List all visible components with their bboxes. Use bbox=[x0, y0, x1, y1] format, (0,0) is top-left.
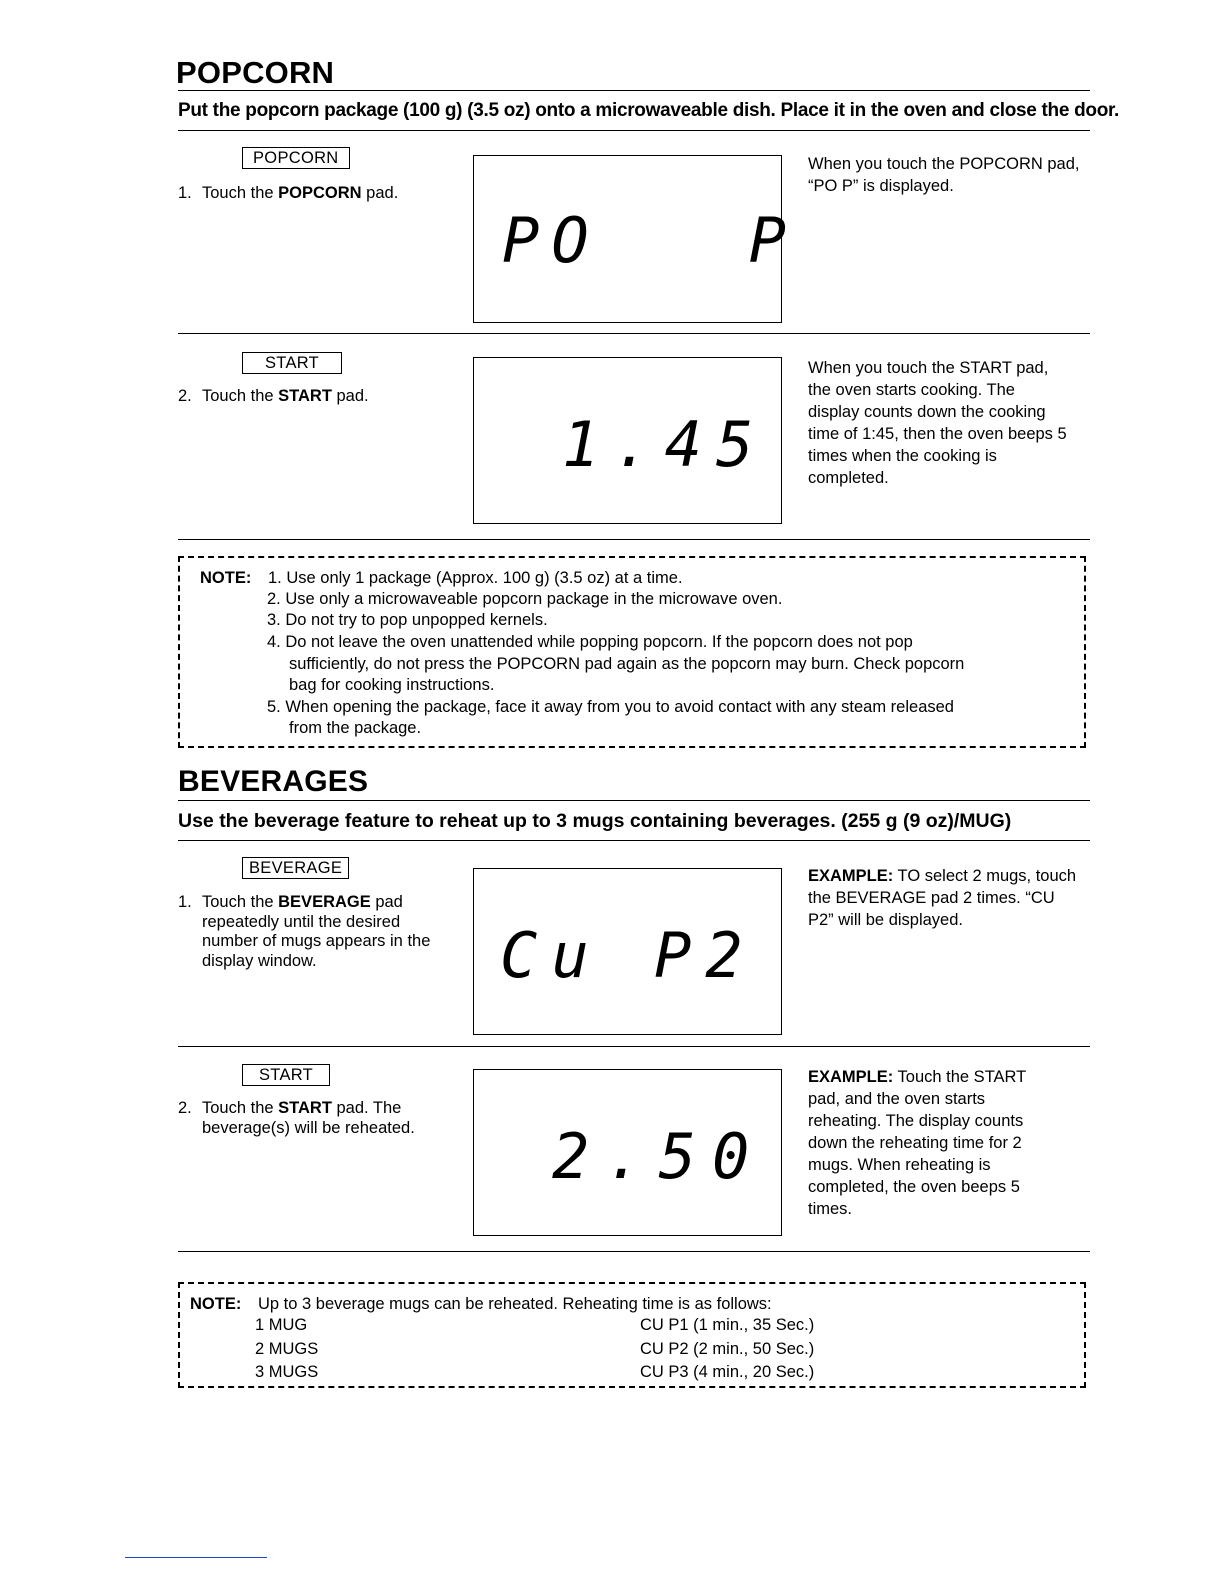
oven-display bbox=[473, 155, 798, 323]
display-readout: Cu P2 bbox=[500, 919, 757, 992]
divider bbox=[178, 1251, 1090, 1252]
note-item: 3. Do not try to pop unpopped kernels. bbox=[267, 611, 548, 629]
note-item: sufficiently, do not press the POPCORN pad again as the popcorn may burn. Check popcorn bbox=[289, 655, 965, 673]
note-item: 4. Do not leave the oven unattended while popping popcorn. If the popcorn does not pop bbox=[267, 633, 913, 651]
popcorn-step-2-description: When you touch the START pad, the oven starts cooking. The display counts down the cooking time of 1:45, then the oven beeps 5 times when the cooking is completed. bbox=[808, 359, 1067, 487]
step-number: 2. bbox=[178, 387, 192, 405]
beverages-subtitle: Use the beverage feature to reheat up to 3 mugs containing beverages. (255 g (9 oz)/MUG) bbox=[178, 810, 1012, 832]
mug-count: 3 MUGS bbox=[255, 1363, 319, 1381]
popcorn-title: POPCORN bbox=[176, 55, 335, 90]
note-item: bag for cooking instructions. bbox=[289, 676, 495, 694]
reheat-time: CU P1 (1 min., 35 Sec.) bbox=[640, 1316, 815, 1334]
popcorn-pad-label: POPCORN bbox=[242, 147, 350, 169]
oven-display bbox=[473, 868, 782, 1035]
reheat-time: CU P3 (4 min., 20 Sec.) bbox=[640, 1363, 815, 1381]
note-label: NOTE: bbox=[190, 1295, 242, 1313]
divider bbox=[178, 333, 1090, 334]
beverage-note bbox=[178, 1282, 1086, 1388]
oven-display bbox=[473, 1069, 782, 1236]
divider bbox=[178, 840, 1090, 841]
note-intro: Up to 3 beverage mugs can be reheated. Reheating time is as follows: bbox=[258, 1295, 772, 1313]
beverages-title: BEVERAGES bbox=[178, 765, 369, 798]
oven-display bbox=[473, 357, 782, 524]
note-item: 5. When opening the package, face it away from you to avoid contact with any steam released bbox=[267, 698, 954, 716]
divider bbox=[178, 800, 1090, 801]
note-item: 1. Use only 1 package (Approx. 100 g) (3.5 oz) at a time. bbox=[268, 569, 683, 587]
divider bbox=[178, 130, 1090, 131]
beverage-step-2-description: EXAMPLE: Touch the START pad, and the oven starts reheating. The display counts down the reheating time for 2 mugs. When reheating is completed, the oven beeps 5 times. bbox=[808, 1068, 1026, 1218]
step-number: 1. bbox=[178, 893, 192, 911]
footer-rule bbox=[125, 1557, 267, 1558]
display-readout: 1.45 bbox=[562, 408, 768, 481]
beverage-step-1-description: EXAMPLE: TO select 2 mugs, touch the BEVERAGE pad 2 times. “CU P2” will be displayed. bbox=[808, 867, 1077, 929]
reheat-time: CU P2 (2 min., 50 Sec.) bbox=[640, 1340, 815, 1358]
divider bbox=[178, 539, 1090, 540]
display-readout: PO P bbox=[502, 204, 798, 277]
mug-count: 1 MUG bbox=[255, 1316, 308, 1334]
popcorn-subtitle: Put the popcorn package (100 g) (3.5 oz) onto a microwaveable dish. Place it in the oven and close the door. bbox=[178, 100, 1120, 121]
popcorn-step-1-description: When you touch the POPCORN pad, “PO P” is displayed. bbox=[808, 155, 1080, 195]
note-label: NOTE: bbox=[200, 569, 252, 587]
step-number: 2. bbox=[178, 1099, 192, 1117]
divider bbox=[178, 90, 1090, 91]
note-item: 2. Use only a microwaveable popcorn package in the microwave oven. bbox=[267, 590, 783, 608]
divider bbox=[178, 1046, 1090, 1047]
step-text: Touch the POPCORN pad. bbox=[202, 184, 399, 202]
step-text: Touch the START pad. bbox=[202, 387, 369, 405]
popcorn-note bbox=[178, 556, 1086, 748]
step-text: Touch the BEVERAGE pad repeatedly until the desired number of mugs appears in the display window. bbox=[202, 893, 431, 970]
beverage-pad-label: BEVERAGE bbox=[242, 857, 349, 879]
start-pad-label: START bbox=[242, 352, 342, 374]
display-readout: 2.50 bbox=[552, 1120, 766, 1193]
mug-count: 2 MUGS bbox=[255, 1340, 319, 1358]
step-number: 1. bbox=[178, 184, 192, 202]
note-item: from the package. bbox=[289, 719, 422, 737]
step-text: Touch the START pad. The beverage(s) will be reheated. bbox=[202, 1099, 415, 1137]
start-pad-label: START bbox=[242, 1064, 330, 1086]
